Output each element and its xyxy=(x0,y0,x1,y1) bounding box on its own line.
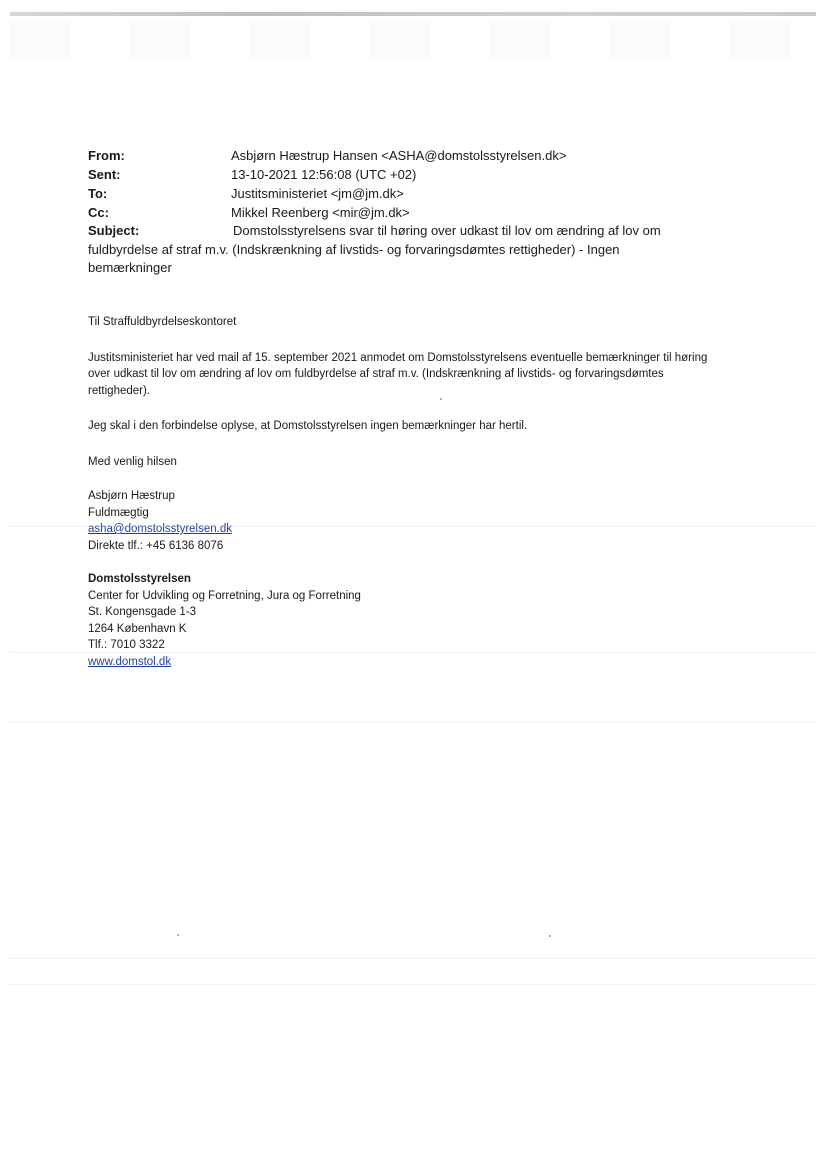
email-header xyxy=(88,146,728,278)
subject-label: Subject: xyxy=(88,223,140,238)
scan-artifact-faint-band xyxy=(10,20,816,60)
sent-label: Sent: xyxy=(88,167,121,182)
signature-org-city: 1264 København K xyxy=(88,622,187,635)
scan-speck xyxy=(549,935,551,937)
signature-website-link[interactable]: www.domstol.dk xyxy=(88,655,172,668)
scan-artifact-line xyxy=(10,984,816,985)
sent-value: 13-10-2021 12:56:08 (UTC +02) xyxy=(231,167,417,182)
signature-email-line xyxy=(88,521,728,538)
body-closing: Med venlig hilsen xyxy=(88,455,177,468)
scan-artifact-line xyxy=(10,652,816,653)
scan-speck xyxy=(440,398,442,400)
signature-spacer xyxy=(88,554,728,571)
scan-artifact-line xyxy=(10,722,816,723)
signature-phone: Direkte tlf.: +45 6136 8076 xyxy=(88,539,224,552)
email-body xyxy=(88,314,728,670)
signature-org-street: St. Kongensgade 1-3 xyxy=(88,606,197,618)
header-cc-row xyxy=(88,203,728,222)
cc-value: Mikkel Reenberg <mir@jm.dk> xyxy=(231,205,410,220)
header-sent-row xyxy=(88,165,728,184)
subject-value: Domstolsstyrelsens svar til høring over udkast til lov om ændring af lov om fuldbyrdelse af straf m.v. (Indskrænkning af livstids- og forvaringsdømtes rettigheder) - Ingen bemærkninger xyxy=(88,223,661,275)
body-greeting: Til Straffuldbyrdelseskontoret xyxy=(88,316,237,328)
body-paragraph-main: Justitsministeriet har ved mail af 15. september 2021 anmodet om Domstolsstyrelsens eventuelle bemærkninger til høring over udkast til lov om ændring af lov om fuldbyrdelse af straf m.v. (Indskrænkning af livstids- og forvaringsdømtes rettigheder). xyxy=(88,351,708,397)
scan-artifact-top-band xyxy=(10,12,816,16)
scan-artifact-line xyxy=(10,958,816,959)
signature-name: Asbjørn Hæstrup xyxy=(88,490,175,502)
to-value: Justitsministeriet <jm@jm.dk> xyxy=(231,186,404,201)
body-paragraph-note: Jeg skal i den forbindelse oplyse, at Domstolsstyrelsen ingen bemærkninger har hertil. xyxy=(88,420,528,432)
from-label: From: xyxy=(88,148,125,163)
scan-artifact-line xyxy=(10,526,816,527)
signature-website-line xyxy=(88,654,728,671)
cc-label: Cc: xyxy=(88,205,109,220)
header-to-row xyxy=(88,184,728,203)
signature-org-phone: Tlf.: 7010 3322 xyxy=(88,639,165,651)
signature-org-department: Center for Udvikling og Forretning, Jura og Forretning xyxy=(88,589,361,602)
scan-speck xyxy=(177,934,179,936)
signature-org-name: Domstolsstyrelsen xyxy=(88,573,191,585)
header-from-row xyxy=(88,146,728,165)
signature-email-link[interactable]: asha@domstolsstyrelsen.dk xyxy=(88,523,232,535)
signature xyxy=(88,488,728,670)
signature-title: Fuldmægtig xyxy=(88,506,149,519)
to-label: To: xyxy=(88,186,108,201)
header-subject-row xyxy=(88,222,728,278)
from-value: Asbjørn Hæstrup Hansen <ASHA@domstolsstyrelsen.dk> xyxy=(231,148,567,163)
